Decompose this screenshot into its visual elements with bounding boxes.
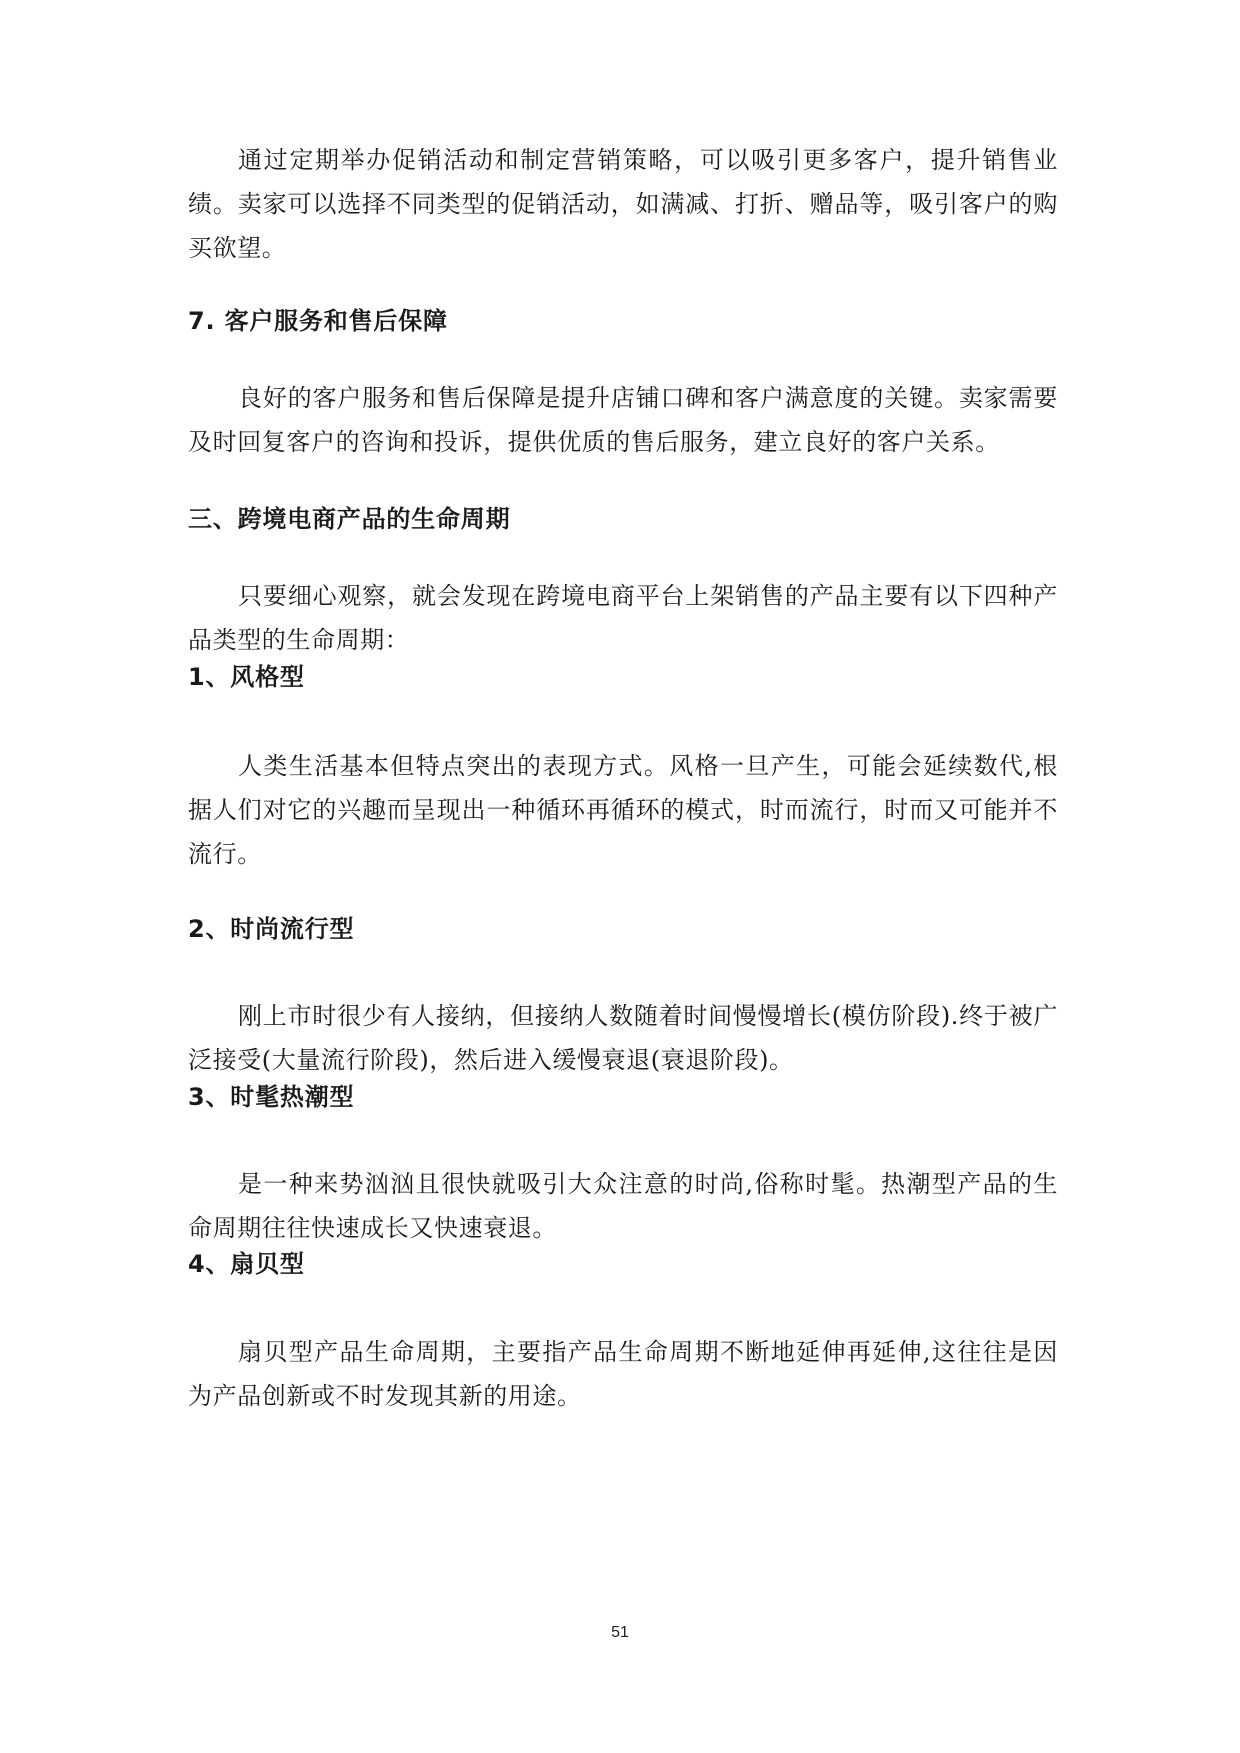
heading-product-lifecycle: 三、跨境电商产品的生命周期	[188, 505, 511, 533]
heading-scallop-type: 4、扇贝型	[188, 1250, 305, 1278]
heading-fad-type: 3、时髦热潮型	[188, 1083, 355, 1111]
heading-customer-service: 7. 客户服务和售后保障	[188, 307, 448, 335]
paragraph-scallop-type: 扇贝型产品生命周期，主要指产品生命周期不断地延伸再延伸,这往往是因为产品创新或不时发现其新的用途。	[188, 1338, 1058, 1410]
page-number: 51	[611, 1624, 629, 1641]
heading-fashion-type: 2、时尚流行型	[188, 915, 355, 943]
paragraph-customer-service: 良好的客户服务和售后保障是提升店铺口碑和客户满意度的关键。卖家需要及时回复客户的咨询和投诉，提供优质的售后服务，建立良好的客户关系。	[188, 384, 1058, 456]
paragraph-fad-type: 是一种来势汹汹且很快就吸引大众注意的时尚,俗称时髦。热潮型产品的生命周期往往快速成长又快速衰退。	[188, 1170, 1058, 1242]
paragraph-style-type: 人类生活基本但特点突出的表现方式。风格一旦产生，可能会延续数代,根据人们对它的兴趣而呈现出一种循环再循环的模式，时而流行，时而又可能并不流行。	[188, 752, 1058, 868]
paragraph-lifecycle-intro: 只要细心观察，就会发现在跨境电商平台上架销售的产品主要有以下四种产品类型的生命周期：	[188, 582, 1058, 654]
paragraph-fashion-type: 刚上市时很少有人接纳，但接纳人数随着时间慢慢增长(模仿阶段).终于被广泛接受(大量流行阶段)，然后进入缓慢衰退(衰退阶段)。	[188, 1002, 1058, 1074]
heading-style-type: 1、风格型	[188, 663, 305, 691]
paragraph-promotion: 通过定期举办促销活动和制定营销策略，可以吸引更多客户，提升销售业绩。卖家可以选择不同类型的促销活动，如满减、打折、赠品等，吸引客户的购买欲望。	[188, 146, 1058, 262]
